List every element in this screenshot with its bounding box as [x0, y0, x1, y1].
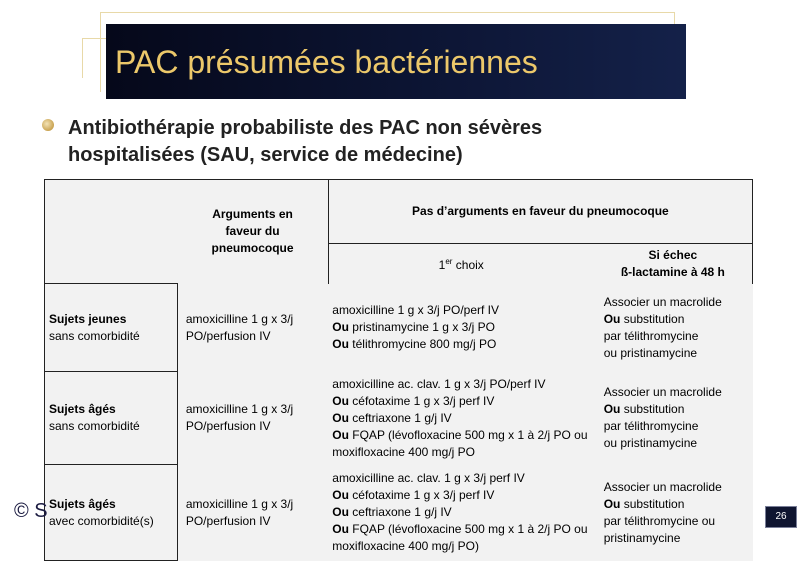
first-choice-line [332, 376, 589, 393]
subject-label: Sujets âgés [49, 496, 116, 511]
bullet-icon [42, 119, 54, 131]
decor-line-left2 [82, 38, 83, 78]
header-args-for: Arguments en faveur du pneumocoque [177, 180, 328, 284]
first-choice-text: télithromycine 800 mg/j PO [348, 337, 497, 351]
if-fail-line [604, 479, 749, 496]
if-fail-line-2: ß-lactamine à 48 h [620, 264, 725, 279]
or-label: Ou [603, 402, 621, 416]
first-choice-number: 1 [438, 258, 446, 273]
if-fail-line [604, 496, 749, 513]
first-choice-line [332, 336, 589, 353]
header-if-fail [594, 244, 753, 284]
header-first-choice [328, 244, 593, 284]
subject-cell [45, 465, 178, 561]
if-fail-line [604, 384, 749, 401]
first-choice-text: amoxicilline ac. clav. 1 g x 3/j PO/perf IV [332, 376, 546, 391]
first-choice-line [332, 410, 589, 427]
first-choice-line [332, 470, 589, 487]
if-fail-text: Associer un macrolide [603, 385, 722, 399]
args-for-line: amoxicilline 1 g x 3/j [185, 402, 294, 416]
bullet-line-1: Antibiothérapie probabiliste des PAC non sévères [68, 117, 543, 139]
first-choice-text: ceftriaxone 1 g/j IV [348, 410, 452, 425]
subject-detail: sans comorbidité [49, 419, 140, 433]
or-label: Ou [332, 320, 349, 334]
decor-line-right [674, 12, 675, 24]
if-fail-text: par télithromycine [603, 419, 699, 433]
or-label: Ou [332, 410, 349, 425]
first-choice-label: choix [452, 258, 484, 273]
decor-line-mid [82, 38, 106, 39]
table-row [45, 372, 753, 465]
or-label: Ou [332, 337, 349, 351]
or-label: Ou [603, 311, 621, 326]
if-fail-line [604, 401, 749, 418]
decor-line-top [100, 12, 674, 13]
if-fail-text: substitution [620, 311, 685, 326]
slide-title: PAC présumées bactériennes [115, 44, 538, 80]
args-for-line: PO/perfusion IV [185, 328, 271, 343]
if-fail-line [604, 294, 749, 311]
if-fail-line [604, 435, 749, 452]
if-fail-line [604, 530, 749, 547]
bullet-line-2: hospitalisées (SAU, service de médecine) [68, 144, 463, 166]
or-label: Ou [332, 393, 349, 408]
if-fail-line [604, 513, 749, 530]
if-fail-text: ou pristinamycine [603, 345, 698, 360]
or-label: Ou [332, 427, 349, 442]
first-choice-cell [328, 372, 593, 465]
subject-label: Sujets jeunes [49, 311, 127, 326]
first-choice-text: pristinamycine 1 g x 3/j PO [348, 320, 495, 334]
table-row [45, 284, 753, 372]
first-choice-text: ceftriaxone 1 g/j IV [348, 505, 452, 519]
decor-line-left [100, 12, 101, 92]
antibiotic-table [44, 179, 753, 561]
args-for-cell [177, 465, 328, 561]
first-choice-line [332, 319, 589, 336]
first-choice-text: FQAP (lévofloxacine 500 mg x 1 à 2/j PO ou moxifloxacine 400 mg/j PO) [332, 522, 588, 553]
first-choice-cell [328, 284, 593, 372]
if-fail-text: Associer un macrolide [603, 479, 722, 494]
if-fail-cell [594, 465, 753, 561]
table-row [45, 465, 753, 561]
args-for-line: PO/perfusion IV [185, 419, 271, 433]
if-fail-text: substitution [620, 496, 685, 511]
if-fail-line [604, 345, 749, 362]
first-choice-cell [328, 465, 593, 561]
if-fail-text: par télithromycine ou [603, 513, 716, 528]
or-label: Ou [603, 496, 621, 511]
first-choice-sup: er [445, 257, 453, 267]
header-empty [45, 180, 178, 284]
args-for-cell [177, 372, 328, 465]
first-choice-line [332, 521, 589, 555]
or-label: Ou [332, 488, 349, 502]
first-choice-text: amoxicilline ac. clav. 1 g x 3/j perf IV [332, 471, 525, 485]
bullet-text [68, 115, 708, 169]
footer-copyright: © S [14, 500, 48, 522]
first-choice-line [332, 487, 589, 504]
args-for-line: PO/perfusion IV [185, 513, 271, 528]
if-fail-cell [594, 284, 753, 372]
args-for-cell [177, 284, 328, 372]
if-fail-text: pristinamycine [603, 530, 681, 545]
if-fail-line [604, 311, 749, 328]
if-fail-line [604, 328, 749, 345]
or-label: Ou [332, 522, 349, 536]
args-for-line: amoxicilline 1 g x 3/j [185, 496, 294, 511]
subject-cell [45, 372, 178, 465]
first-choice-line [332, 504, 589, 521]
subject-cell [45, 284, 178, 372]
if-fail-line-1: Si échec [648, 247, 698, 262]
if-fail-text: Associer un macrolide [603, 294, 722, 309]
if-fail-text: par télithromycine [603, 328, 699, 343]
first-choice-text: amoxicilline 1 g x 3/j PO/perf IV [332, 303, 499, 317]
first-choice-line [332, 302, 589, 319]
subject-label: Sujets âgés [49, 402, 116, 416]
first-choice-text: céfotaxime 1 g x 3/j perf IV [348, 393, 495, 408]
subject-detail: sans comorbidité [49, 328, 140, 343]
or-label: Ou [332, 505, 349, 519]
if-fail-line [604, 418, 749, 435]
first-choice-line [332, 393, 589, 410]
if-fail-cell [594, 372, 753, 465]
first-choice-text: céfotaxime 1 g x 3/j perf IV [348, 488, 495, 502]
page-number: 26 [765, 506, 797, 528]
subject-detail: avec comorbidité(s) [49, 513, 154, 528]
args-for-line: amoxicilline 1 g x 3/j [185, 311, 294, 326]
first-choice-text: FQAP (lévofloxacine 500 mg x 1 à 2/j PO ou moxifloxacine 400 mg/j PO [332, 427, 588, 459]
if-fail-text: ou pristinamycine [603, 436, 698, 450]
first-choice-line [332, 427, 589, 461]
header-args-against: Pas d’arguments en faveur du pneumocoque [328, 180, 752, 244]
if-fail-text: substitution [620, 402, 685, 416]
